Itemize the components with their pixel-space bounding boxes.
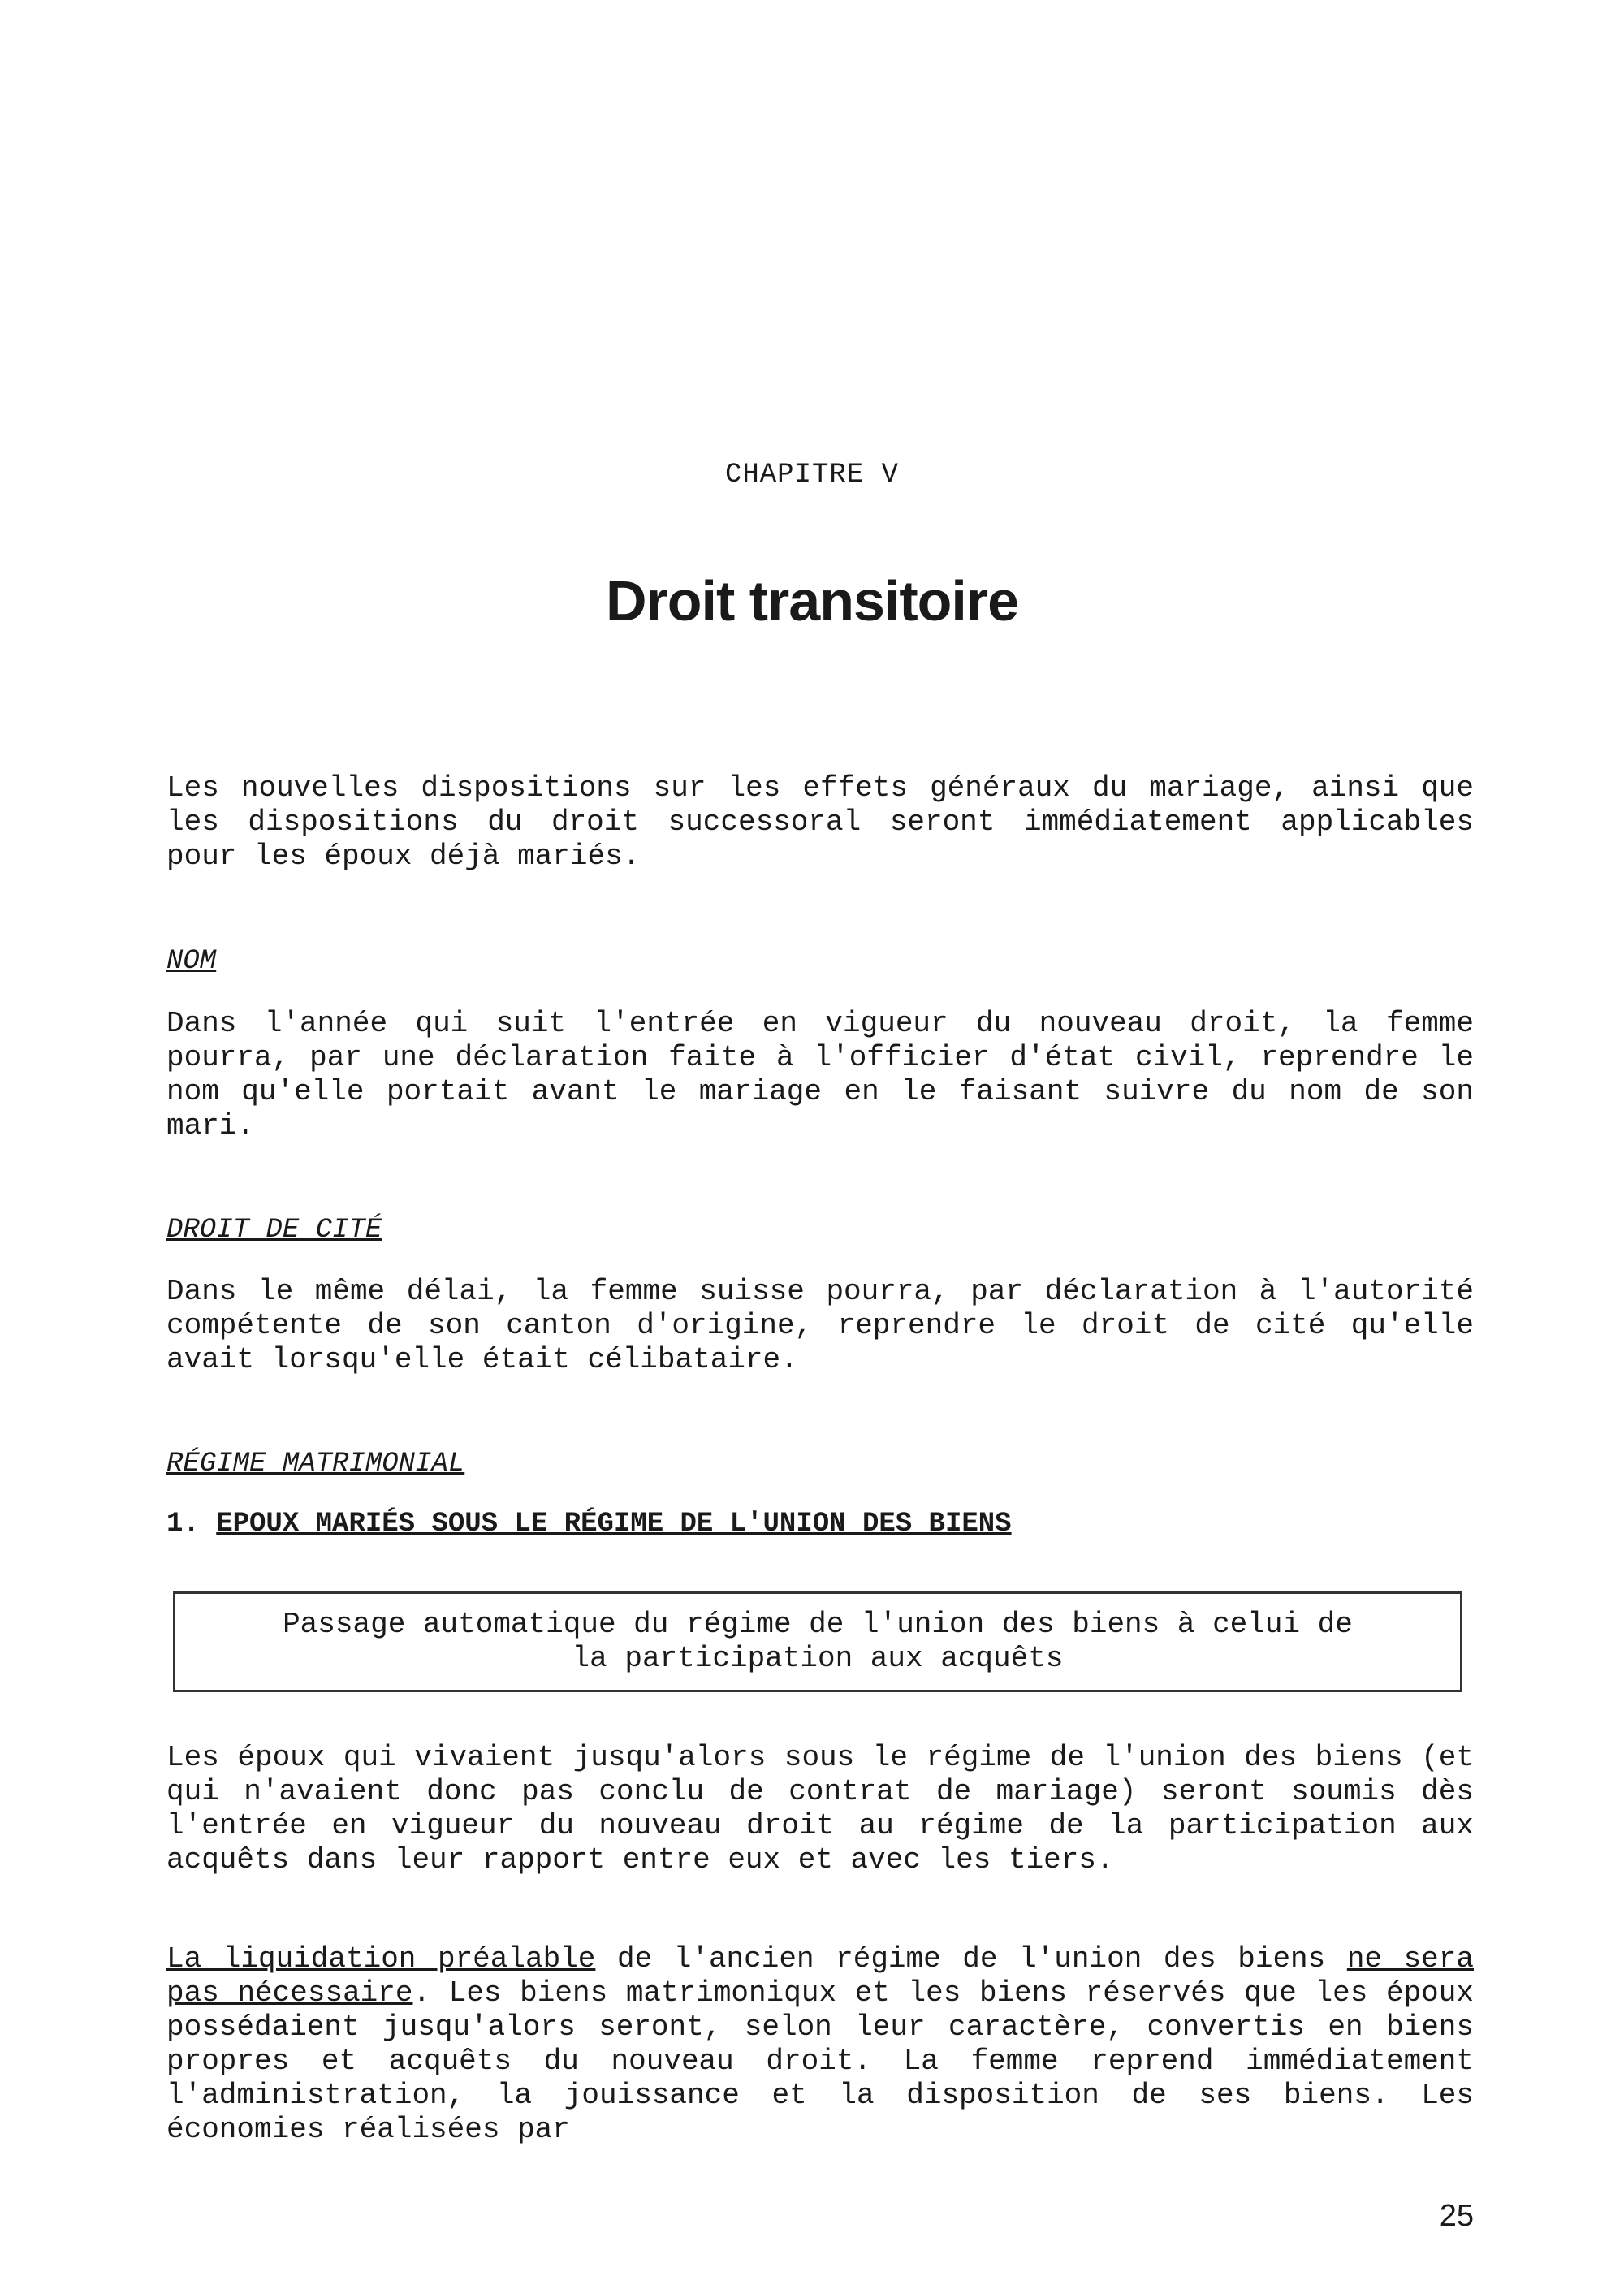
intro-paragraph: Les nouvelles dispositions sur les effets généraux du mariage, ainsi que les dispositions du droit successoral seront immédiatement applicables pour les époux déjà mariés. [166,771,1474,873]
paragraph-2-text-b: . Les biens matrimoniqux et les biens réservés que les époux possédaient jusqu'alors seront, selon leur caractère, convertis en biens propres et acquêts du nouveau droit. La femme reprend immédiatement l'administration, la jouissance et la disposition de ses biens. Les économies réalisées par [166,1976,1474,2146]
underlined-phrase-1: La liquidation préalable [166,1942,596,1976]
droit-de-cite-paragraph: Dans le même délai, la femme suisse pourra, par déclaration à l'autorité compétente de son canton d'origine, reprendre le droit de cité qu'elle avait lorsqu'elle était célibataire. [166,1275,1474,1376]
subsection-number: 1. [166,1509,200,1540]
paragraph-2-text-a: de l'ancien régime de l'union des biens [595,1942,1347,1976]
section-heading-droit-de-cite: DROIT DE CITÉ [166,1215,382,1246]
subsection-heading [166,1509,1012,1540]
boxed-summary-line2: la participation aux acquêts [572,1642,1064,1675]
subsection-title: EPOUX MARIÉS SOUS LE RÉGIME DE L'UNION DES BIENS [216,1509,1012,1540]
page-number: 25 [1439,2199,1474,2233]
boxed-summary-line1: Passage automatique du régime de l'union des biens à celui de [283,1608,1353,1641]
section-heading-nom: NOM [166,946,217,977]
boxed-summary [173,1591,1462,1692]
regime-paragraph-2 [166,1942,1474,2147]
section-heading-regime: RÉGIME MATRIMONIAL [166,1449,465,1479]
underlined-phrase-2: ne sera pas nécessaire [166,1942,1474,2010]
nom-paragraph: Dans l'année qui suit l'entrée en vigueur du nouveau droit, la femme pourra, par une déclaration faite à l'officier d'état civil, reprendre le nom qu'elle portait avant le mariage en le faisant suivre du nom de son mari. [166,1007,1474,1142]
page-title: Droit transitoire [605,569,1019,633]
chapter-label: CHAPITRE V [724,460,900,490]
regime-paragraph-1: Les époux qui vivaient jusqu'alors sous le régime de l'union des biens (et qui n'avaient donc pas conclu de contrat de mariage) seront soumis dès l'entrée en vigueur du nouveau droit au régime de la participation aux acquêts dans leur rapport entre eux et avec les tiers. [166,1741,1474,1877]
